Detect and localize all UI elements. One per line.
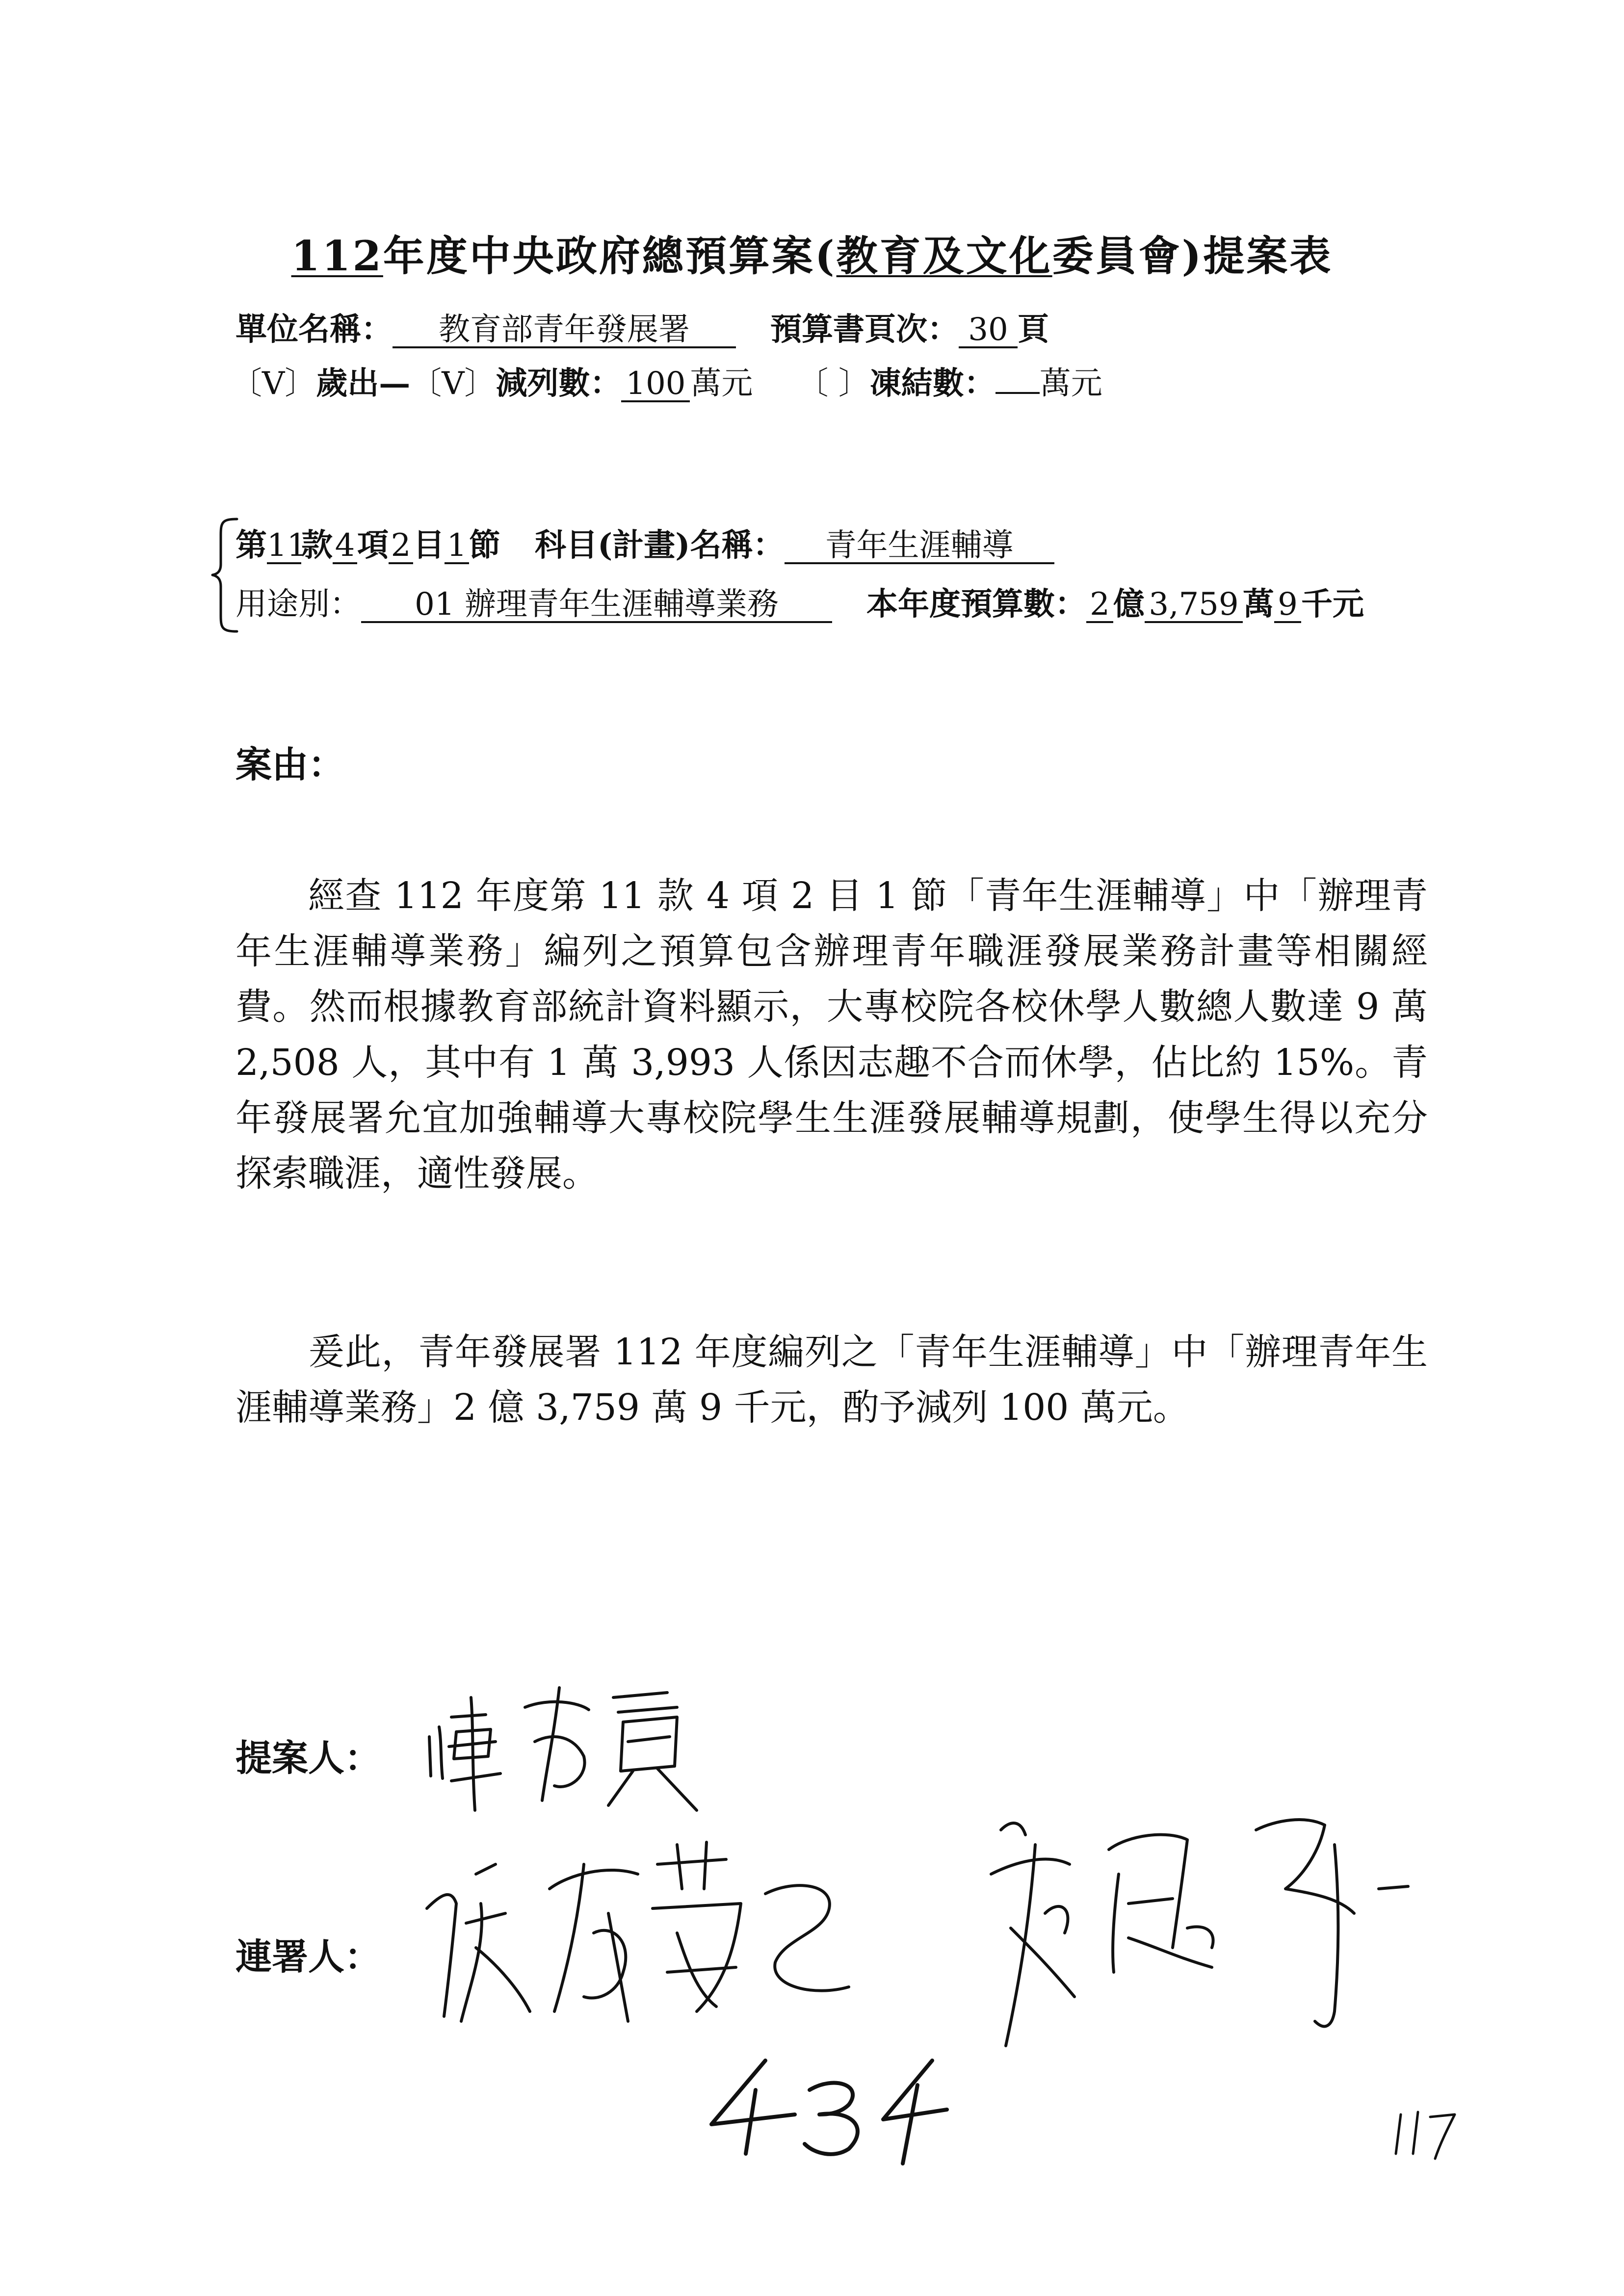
expense-label: 歲出— [316,365,411,402]
budget-qian-value: 9 [1274,588,1301,623]
expense-line [231,358,1102,403]
xiang-value: 4 [333,529,357,564]
budget-wan-value: 3,759 [1145,588,1243,623]
unit-label: 單位名稱： [236,311,393,348]
unit-value: 教育部青年發展署 [393,313,736,348]
page-unit: 頁 [1018,311,1049,348]
unit-line [236,304,1049,349]
document-title [0,223,1624,283]
budget-qian-unit: 千元 [1301,586,1364,623]
kuan-prefix: 第 [236,527,267,564]
handwritten-number-434 [702,2051,957,2168]
reason-heading: 案由： [236,744,344,786]
jie-label: 節 [469,527,500,564]
freeze-unit: 萬元 [1039,365,1102,402]
freeze-value [995,392,1040,394]
reduction-unit: 萬元 [690,365,753,402]
jie-value: 1 [445,529,469,564]
title-year: 112 [291,232,383,280]
page-number [1388,2105,1462,2164]
usage-label: 用途別： [236,586,361,623]
cosigner-label: 連署人： [236,1936,381,1978]
checkbox-reduction: 〔V〕 [410,365,496,402]
reason-paragraph-1: 經查 112 年度第 11 款 4 項 2 目 1 節「青年生涯輔導」中「辦理青年生涯輔導業務」編列之預算包含辦理青年職涯發展業務計畫等相關經費。然而根據教育部統計資料顯示，大專校院各校休學人數總人數達 9 萬 2,508 人，其中有 1 萬 3,993 人係因志趣不合而休學，佔比約 15%。青年發展署允宜加強輔導大專校院學生生涯發展輔導規劃，使學生得以充分探索職涯，適性發展。 [236,875,1428,1195]
reduction-label: 減列數： [496,365,622,402]
proposer-signature [422,1668,765,1815]
title-text: 年度中央政府總預算案( [383,232,837,280]
title-suffix: 委員會)提案表 [1052,232,1333,280]
title-committee: 教育及文化 [836,232,1052,280]
kuan-label: 款 [301,527,333,564]
cosigner-signature-2 [981,1800,1423,2065]
freeze-label: 凍結數： [869,365,995,402]
usage-value: 01 辦理青年生涯輔導業務 [361,588,832,623]
mu-value: 2 [389,529,413,564]
budget-label: 本年度預算數： [866,586,1086,623]
page-value: 30 [959,313,1018,348]
xiang-label: 項 [357,527,389,564]
subject-value: 青年生涯輔導 [785,529,1054,564]
checkbox-expense: 〔V〕 [231,365,316,402]
subject-label: 科目(計畫)名稱： [535,527,785,564]
kuan-value: 11 [267,527,307,564]
bracket-decoration [210,515,239,635]
usage-line [236,579,1364,624]
reason-paragraph-2: 爰此，青年發展署 112 年度編列之「青年生涯輔導」中「辦理青年生涯輔導業務」2 億 3,759 萬 9 千元，酌予減列 100 萬元。 [236,1331,1428,1429]
budget-yi-unit: 億 [1113,586,1145,623]
proposer-label: 提案人： [236,1737,381,1779]
section-line [236,520,1054,565]
page-label: 預算書頁次： [770,311,959,348]
budget-yi-value: 2 [1086,588,1113,623]
mu-label: 目 [413,527,445,564]
cosigner-signature-1 [422,1835,937,2041]
checkbox-freeze: 〔 〕 [797,365,870,402]
reduction-value: 100 [621,367,690,402]
budget-wan-unit: 萬 [1243,586,1274,623]
